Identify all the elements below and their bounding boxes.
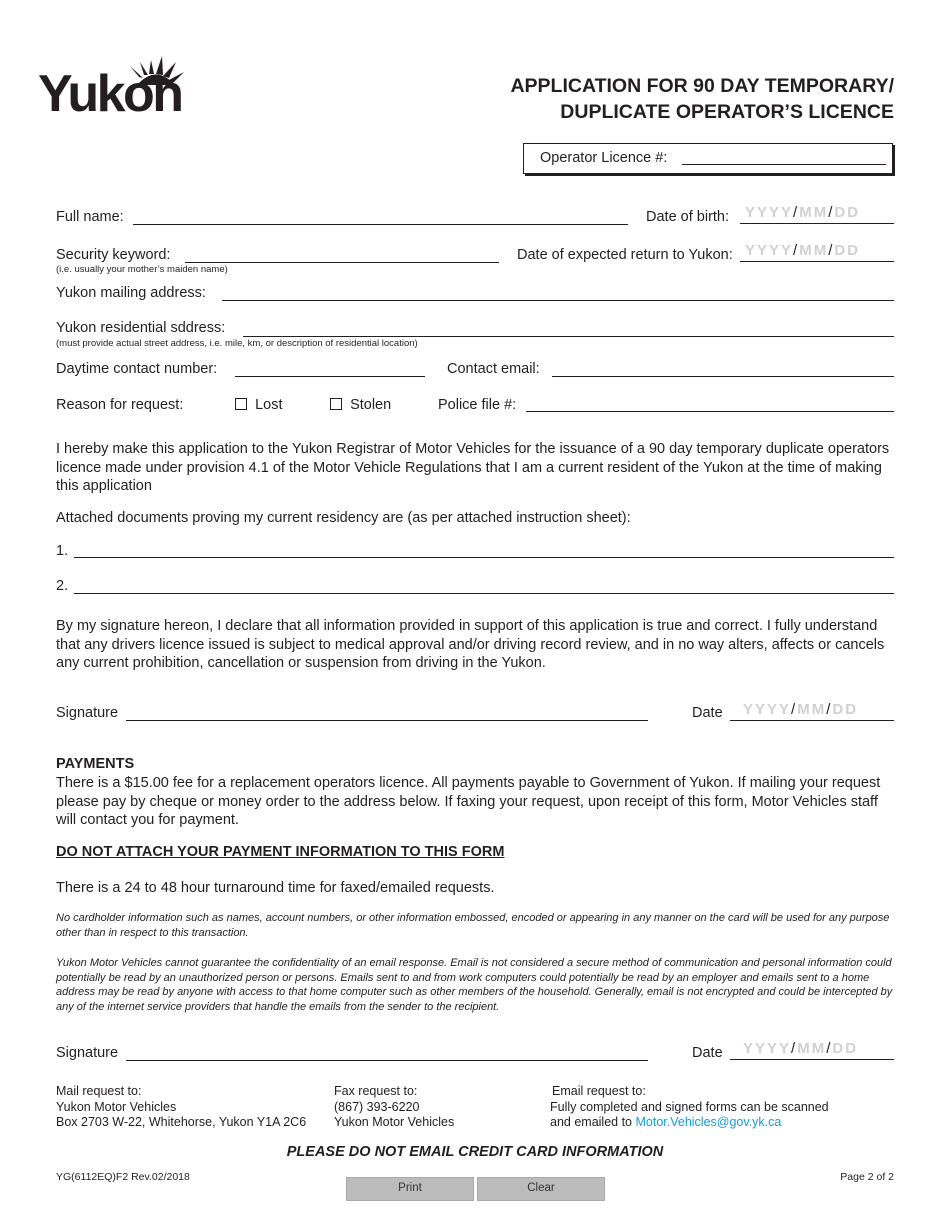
date-label-2: Date	[692, 1045, 723, 1061]
turnaround-text: There is a 24 to 48 hour turnaround time for faxed/emailed requests.	[56, 880, 495, 896]
page-number: Page 2 of 2	[840, 1171, 894, 1183]
contact-email-label: Contact email:	[447, 361, 540, 377]
form-title	[510, 73, 894, 125]
email-request-block	[550, 1084, 829, 1131]
logo-text: Yukon	[38, 65, 182, 123]
dob-underline	[740, 223, 894, 224]
signature-input-1[interactable]	[126, 720, 648, 721]
return-date-input[interactable]: YYYY/MM/DD	[745, 242, 861, 259]
police-file-label: Police file #:	[438, 397, 517, 413]
email-line-2: and emailed to Motor.Vehicles@gov.yk.ca	[550, 1115, 782, 1129]
dob-input[interactable]: YYYY/MM/DD	[745, 204, 861, 221]
mail-line-2: Box 2703 W-22, Whitehorse, Yukon Y1A 2C6	[56, 1115, 307, 1129]
contact-email-input[interactable]	[552, 376, 894, 377]
fax-request-block	[334, 1084, 454, 1131]
stolen-checkbox[interactable]	[330, 397, 391, 413]
doc-2-label: 2.	[56, 578, 69, 594]
fax-line-2: Yukon Motor Vehicles	[334, 1115, 455, 1129]
cardholder-note: No cardholder information such as names, account numbers, or other information embossed, encoded or appearing in any manner on the card will be used for any purpose other than in respect to this transaction.	[56, 912, 890, 939]
email-link[interactable]: Motor.Vehicles@gov.yk.ca	[635, 1115, 782, 1129]
operator-licence-box	[523, 143, 893, 174]
operator-licence-input[interactable]	[682, 164, 886, 165]
payments-heading: PAYMENTS	[56, 756, 135, 772]
doc-1-input[interactable]	[74, 557, 894, 558]
lost-checkbox[interactable]	[235, 397, 282, 413]
signature-label-2: Signature	[56, 1045, 119, 1061]
return-date-label: Date of expected return to Yukon:	[517, 247, 733, 263]
print-button[interactable]: Print	[346, 1177, 474, 1201]
stolen-label: Stolen	[350, 397, 392, 413]
fax-line-1: (867) 393-6220	[334, 1099, 420, 1114]
date-underline-1	[730, 720, 894, 721]
signature-label-1: Signature	[56, 705, 119, 721]
form-code: YG(6112EQ)F2 Rev.02/2018	[56, 1171, 190, 1183]
daytime-contact-input[interactable]	[235, 376, 425, 377]
lost-label: Lost	[255, 397, 283, 413]
email-title: Email request to:	[552, 1084, 646, 1098]
lost-checkbox-box[interactable]	[235, 398, 247, 410]
full-name-label: Full name:	[56, 209, 124, 225]
attached-docs-text: Attached documents proving my current residency are (as per attached instruction sheet):	[56, 510, 631, 526]
date-underline-2	[730, 1059, 894, 1060]
date-label-1: Date	[692, 705, 723, 721]
dob-label: Date of birth:	[646, 209, 730, 225]
police-file-input[interactable]	[526, 411, 894, 412]
date-input-2[interactable]: YYYY/MM/DD	[743, 1040, 859, 1057]
residential-address-input[interactable]	[243, 336, 894, 337]
mail-line-1: Yukon Motor Vehicles	[56, 1099, 177, 1114]
security-keyword-input[interactable]	[185, 262, 499, 263]
operator-licence-label: Operator Licence #:	[540, 150, 668, 166]
security-keyword-label: Security keyword:	[56, 247, 171, 263]
declaration-text: I hereby make this application to the Yukon Registrar of Motor Vehicles for the issuance of a 90 day temporary duplicate operators licence made under provision 4.1 of the Motor Vehicle Regulations that I am a current resident of the Yukon at the time of making this application	[56, 441, 890, 494]
title-line-1: APPLICATION FOR 90 DAY TEMPORARY/	[510, 75, 894, 97]
mailing-address-label: Yukon mailing address:	[56, 285, 206, 301]
date-input-1[interactable]: YYYY/MM/DD	[743, 701, 859, 718]
yukon-logo	[38, 50, 213, 125]
email-line-1: Fully completed and signed forms can be scanned	[550, 1099, 829, 1114]
residential-address-label: Yukon residential sddress:	[56, 320, 226, 336]
payments-text: There is a $15.00 fee for a replacement operators licence. All payments payable to Government of Yukon. If mailing your request please pay by cheque or money order to the address below. If faxing your request, upon receipt of this form, Motor Vehicles staff will contact you for payment.	[56, 775, 881, 828]
stolen-checkbox-box[interactable]	[330, 398, 342, 410]
doc-1-label: 1.	[56, 543, 69, 559]
reason-label: Reason for request:	[56, 397, 184, 413]
daytime-contact-label: Daytime contact number:	[56, 361, 218, 377]
no-email-cc-warning: PLEASE DO NOT EMAIL CREDIT CARD INFORMATION	[286, 1144, 664, 1160]
mailing-address-input[interactable]	[222, 300, 894, 301]
payment-warning: DO NOT ATTACH YOUR PAYMENT INFORMATION TO THIS FORM	[56, 844, 505, 860]
security-keyword-note: (i.e. usually your mother’s maiden name)	[56, 264, 228, 275]
clear-button[interactable]: Clear	[477, 1177, 605, 1201]
email-confidentiality-note: Yukon Motor Vehicles cannot guarantee the confidentiality of an email response. Email is not considered a secure method of communication and personal information could potentially be read by an unauthorized person or persons. Emails sent to and from work computers could potentially be read by an employer and emails sent to a home address may be read by anyone with access to that home computer such as other members of the household. Generally, email is not encrypted and could be intercepted by any of the internet service providers that handle the emails from the sender to the recipient.	[56, 957, 893, 1013]
doc-2-input[interactable]	[74, 593, 894, 594]
mail-title: Mail request to:	[56, 1084, 142, 1098]
return-date-underline	[740, 261, 894, 262]
title-line-2: DUPLICATE OPERATOR’S LICENCE	[560, 101, 894, 123]
signature-input-2[interactable]	[126, 1060, 648, 1061]
full-name-input[interactable]	[133, 224, 628, 225]
fax-title: Fax request to:	[334, 1084, 418, 1098]
mail-request-block	[56, 1084, 306, 1131]
residential-note: (must provide actual street address, i.e. mile, km, or description of residential location)	[56, 338, 418, 349]
signature-statement: By my signature hereon, I declare that all information provided in support of this application is true and correct. I fully understand that any drivers licence issued is subject to medical approval and/or driving record review, and in no way alters, affects or cancels any current prohibition, cancellation or suspension from driving in the Yukon.	[56, 618, 885, 671]
